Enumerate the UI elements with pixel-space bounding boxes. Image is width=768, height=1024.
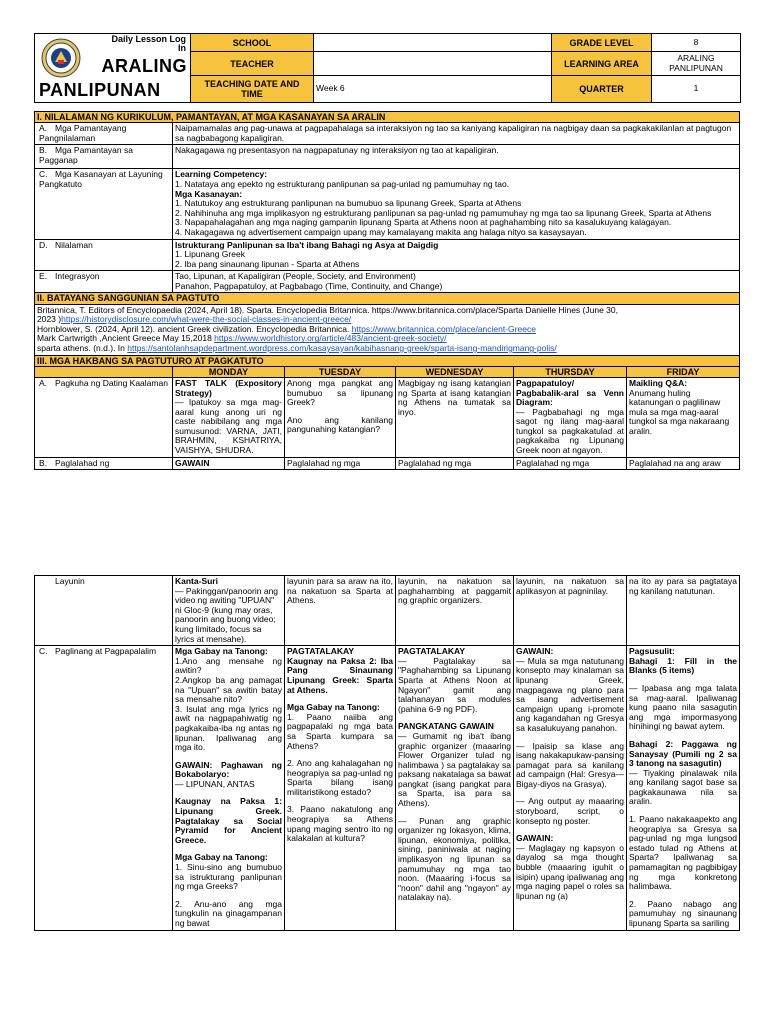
day-thursday: THURSDAY	[514, 366, 627, 377]
c3-monday: Mga Gabay na Tanong: 1.Ano ang mensahe ng awitin? 2.Angkop ba ang pamagat na "Upuan" sa awitin batay sa mensahe nito? 3. Isulat ang mga lyrics ng awit na nagpapahiwatig ng pagkakaiba-iba ng antas ng lipunan. Ipaliwanag ang mga ito. GAWAIN: Paghawan ng Bokabolaryo: — LIPUNAN, ANTAS Kaugnay na Paksa 1: Lipunang Greek. Pagtalakay sa Social Pyramid for Ancient Greece. Mga Gabay na Tanong: 1. Sinu-sino ang bumubuo sa istrukturang panlipunan ng mga Greeks? 2. Anu-ano ang mga tungkulin na ginagampanan ng bawat	[173, 646, 285, 930]
teacher-value	[314, 52, 552, 76]
a3-tuesday: Anong mga pangkat ang bumubuo sa lipunang Greek? Ano ang kanilang pangunahing katangian?	[285, 377, 396, 457]
row-b-label: B. Mga Pamantayan sa Pagganap	[35, 145, 173, 169]
learning-area-value: ARALING PANLIPUNAN	[652, 52, 741, 76]
page-2	[34, 575, 740, 931]
b3-thursday: Paglalahad ng mga	[514, 457, 627, 470]
page-1	[34, 33, 740, 470]
day-header-blank	[35, 366, 173, 377]
row-a-content: Naipamamalas ang pag-unawa at pagpapahalaga sa interaksiyon ng tao sa kaniyang kapaligiran na nagbigay daan sa pagkakakilanlan at pagtugon sa nagbabagong kapaligiran.	[173, 123, 740, 145]
ref2-link[interactable]: https://www.britannica.com/place/ancient-Greece	[351, 323, 536, 334]
a3-thursday: Pagpapatuloy/ Pagbabalik-aral sa Venn Diagram: — Pagbabahagi ng mga sagot ng ilang mag-aaral tungkol sa pagkakatulad at pagkakaiba ng Lipunang Greek noon at ngayon.	[514, 377, 627, 457]
day-monday: MONDAY	[173, 366, 285, 377]
a3-friday: Maikling Q&A: Anumang huling katanungan o paglilinaw mula sa mga mag-aaral tungkol sa mga nakaraang aralin.	[627, 377, 740, 457]
b3-monday-cont: Kanta-Suri — Pakinggan/panoorin ang video ng awiting "UPUAN" ni Gloc-9 (kung may oras, panoorin ang buong video; kung limitado, focus sa lyrics at mensahe).	[173, 576, 285, 646]
b3-wednesday: Paglalahad ng mga	[396, 457, 514, 470]
row-a3-label: A. Pagkuha ng Dating Kaalaman	[35, 377, 173, 457]
section1-table	[34, 111, 740, 356]
section3-table	[34, 356, 740, 471]
b3-tuesday-cont: layunin para sa araw na ito, na nakatuon sa Sparta at Athens.	[285, 576, 396, 646]
subject-title-line1: ARALING	[101, 56, 187, 76]
subject-title-line2: PANLIPUNAN	[39, 80, 161, 100]
section3-title: III. MGA HAKBANG SA PAGTUTURO AT PAGKATUTO	[35, 356, 740, 367]
teaching-date-value: Week 6	[314, 76, 552, 103]
row-b-content: Nakagagawa ng presentasyon na nagpapatunay ng interaksiyon ng tao at kapaligiran.	[173, 145, 740, 169]
learning-area-label: LEARNING AREA	[552, 52, 652, 76]
references: Britannica, T. Editors of Encyclopaedia (2024, April 18). Sparta. Encyclopedia Britannica. https://www.britannica.com/place/Sparta Danielle Hines (June 30, 2023 )https://historydisclosure.com/what-were-the-social-classes-in-ancient-greece/ Hornblower, S. (2024, April 12). ancient Greek civilization. Encyclopedia Britannica. https://www.britannica.com/place/ancient-Greece Mark Cartwrigth ,Ancient Greece May 15,2018 https://www.worldhistory.org/article/483/ancient-greek-society/ sparta athens. (n.d.). In https://santolanhsapdepartment.wordpress.com/kasaysayan/kabihasnang-greek/sparta-isang-mandirigmang-polis/	[35, 304, 740, 355]
quarter-label: QUARTER	[552, 76, 652, 103]
deped-seal-icon	[41, 38, 81, 78]
doc-type-label: Daily Lesson Log In	[111, 34, 186, 54]
section2-title: II. BATAYANG SANGGUNIAN SA PAGTUTO	[35, 293, 740, 304]
row-a-label: A. Mga Pamantayang Pangnilalaman	[35, 123, 173, 145]
brand-block	[35, 34, 191, 103]
row-b3-label-cont: Layunin	[35, 576, 173, 646]
c3-friday: Pagsusulit: Bahagi 1: Fill in the Blanks (5 items) — Ipabasa ang mga talata sa mag-aaral. Ipaliwanag kung paano nila sasagutin ang mga impormasyong hinihingi ng bawat aytem. Bahagi 2: Paggawa ng Sanaysay (Pumili ng 2 sa 3 tanong na sasagutin) — Tiyaking pinalawak nila ang kanilang sagot base sa pagkakaunawa nila sa aralin. 1. Paano nakakaapekto ang heograpiya sa Gresya sa pag-unlad ng mga lungsod estado tulad ng Athens at Sparta? Ipaliwanag sa pamamagitan ng pagbibigay ng mga konkretong halimbawa. 2. Paano nabago ang pamumuhay ng sinaunang lipunang Sparta sa sariling	[627, 646, 740, 930]
school-label: SCHOOL	[191, 34, 314, 52]
b3-wednesday-cont: layunin, na nakatuon sa paghahambing at paggamit ng graphic organizers.	[396, 576, 514, 646]
row-c-content: Learning Competency: 1. Natataya ang epekto ng estrukturang panlipunan sa pag-unlad ng pamumuhay ng tao. Mga Kasanayan: 1. Natutukoy ang estrukturang panlipunan na bumubuo sa lipunang Greek, Sparta at Athens 2. Nahihinuha ang mga implikasyon ng estrukturang panlipunan sa pag-unlad ng pamumuhay ng mga tao sa lipunang Greek, Sparta at Athens 3. Napapahalagahan ang mga naging gampanin lipunang Sparta at Athens noon at paghahambing nito sa kasalukuyang kalagayan. 4. Nakagagawa ng advertisement campaign upang may kamalayang makita ang halaga nityo sa kasaysayan.	[173, 169, 740, 239]
row-d-label: D. Nilalaman	[35, 239, 173, 271]
ref3-link[interactable]: https://www.worldhistory.org/article/483/ancient-greek-society/	[214, 333, 447, 344]
row-c-label: C. Mga Kasanayan at Layuning Pangkatuto	[35, 169, 173, 239]
header-table	[34, 33, 741, 103]
teaching-date-label: TEACHING DATE AND TIME	[191, 76, 314, 103]
day-wednesday: WEDNESDAY	[396, 366, 514, 377]
section3-continued-table	[34, 575, 740, 931]
row-d-content: Istrukturang Panlipunan sa Iba't ibang Bahagi ng Asya at Daigdig 1. Lipunang Greek 2. Iba pang sinaunang lipunan - Sparta at Athens	[173, 239, 740, 271]
ref4-link[interactable]: https://santolanhsapdepartment.wordpress.com/kasaysayan/kabihasnang-greek/sparta-isang-mandirigmang-polis/	[127, 343, 557, 353]
quarter-value: 1	[652, 76, 741, 103]
b3-friday: Paglalahad na ang araw	[627, 457, 740, 470]
row-e-label: E. Integrasyon	[35, 271, 173, 293]
day-tuesday: TUESDAY	[285, 366, 396, 377]
grade-level-value: 8	[652, 34, 741, 52]
teacher-label: TEACHER	[191, 52, 314, 76]
day-friday: FRIDAY	[627, 366, 740, 377]
section1-title: I. NILALAMAN NG KURIKULUM, PAMANTAYAN, AT MGA KASANAYAN SA ARALIN	[35, 112, 740, 123]
ref1-link[interactable]: https://historydisclosure.com/what-were-the-social-classes-in-ancient-greece/	[61, 314, 352, 325]
grade-level-label: GRADE LEVEL	[552, 34, 652, 52]
a3-wednesday: Magbigay ng isang katangian ng Sparta at isang katangian ng Athens na tumatak sa inyo.	[396, 377, 514, 457]
a3-monday: FAST TALK (Expository Strategy) — Ipatukoy sa mga mag-aaral kung anong uri ng caste nabibilang ang mga sumusunod: VARNA, JATI, BRAHMIN, KSHATRIYA, VAISHYA, SHUDRA.	[173, 377, 285, 457]
school-value	[314, 34, 552, 52]
b3-monday: GAWAIN	[173, 457, 285, 470]
c3-thursday: GAWAIN: — Mula sa mga natutunang konsepto may kinalaman sa lipunang Greek, magpagawa ng plano para sa isang advertisement campaign upang i-promote ang kagandahan ng Gresya sa kasalukuyang panahon. — Ipaisip sa klase ang isang nakakapukaw-pansing pamagat para sa kanilang ad campaign (Hal: Gresya—Bigay-diyos na Grasya). — Ang output ay maaaring storyboard, script, o konsepto ng poster. GAWAIN: — Maglagay ng kapsyon o dayalog sa mga thought bubble (maaaring iguhit o isipin) upang ipaliwanag ang mga naging papel o roles sa lipunan ng (a)	[514, 646, 627, 930]
b3-friday-cont: na ito ay para sa pagtataya ng kanilang natutunan.	[627, 576, 740, 646]
c3-wednesday: PAGTATALAKAY — Pagtalakay sa "Paghahambing sa Lipunang Sparta at Athens Noon at Ngayon" gamit ang talahanayan sa modules (pahina 6-9 ng PDF). PANGKATANG GAWAIN — Gumamit ng iba't ibang graphic organizer (maaaring Flower Organizer tulad ng halimbawa ) sa pagtalakay sa paksang nakatalaga sa bawat pangkat (isang pangkat para sa Sparta, isa para sa Athens). — Punan ang graphic organizer ng lokasyon, klima, lipunan, ekonomiya, politika, sining, paniniwala at naging implikasyon ng lipunan sa pamumuhay ng mga tao noon. (Maaaring i-focus sa "noon" dahil ang "ngayon" ay natalakay na).	[396, 646, 514, 930]
b3-thursday-cont: layunin, na nakatuon sa aplikasyon at pagninilay.	[514, 576, 627, 646]
row-e-content: Tao, Lipunan, at Kapaligiran (People, Society, and Environment) Panahon, Pagpapatuloy, at Pagbabago (Time, Continuity, and Change)	[173, 271, 740, 293]
row-c3-label: C. Paglinang at Pagpapalalim	[35, 646, 173, 930]
row-b3-label: B. Paglalahad ng	[35, 457, 173, 470]
b3-tuesday: Paglalahad ng mga	[285, 457, 396, 470]
c3-tuesday: PAGTATALAKAY Kaugnay na Paksa 2: Iba Pang Sinaunang Lipunang Greek: Sparta at Athens. Mga Gabay na Tanong: 1. Paano naiiba ang pagpapalaki ng mga bata sa Sparta kumpara sa Athens? 2. Ano ang kahalagahan ng heograpiya sa pag-unlad ng Sparta bilang isang militaristikong estado? 3. Paano nakatulong ang heograpiya sa Athens upang maging sentro ito ng kalakalan at kultura?	[285, 646, 396, 930]
